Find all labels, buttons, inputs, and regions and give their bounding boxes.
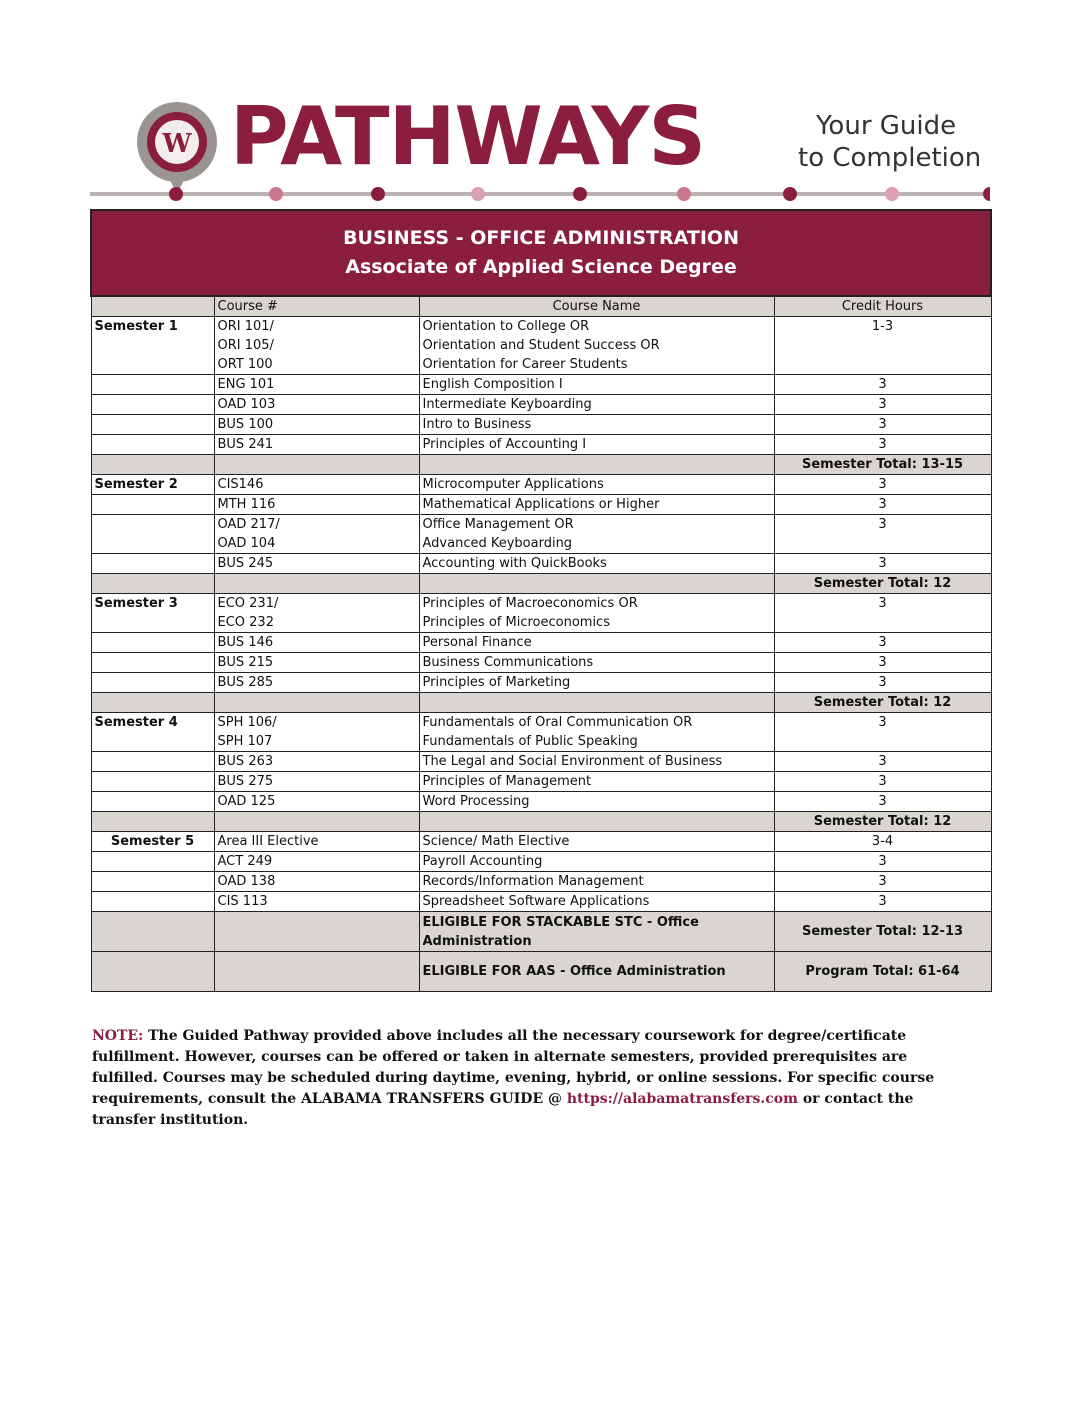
credit-hours: 3 xyxy=(774,872,991,892)
course-pathway-table xyxy=(90,209,992,992)
blank-cell xyxy=(91,912,214,952)
credit-hours: 3 xyxy=(774,653,991,673)
semester-cell xyxy=(91,653,214,673)
course-name-cell xyxy=(419,673,774,693)
course-number: ORI 105/ xyxy=(217,338,274,353)
blank-cell xyxy=(91,812,214,832)
credit-hours: 3 xyxy=(774,594,991,633)
course-row xyxy=(91,435,991,455)
course-number: OAD 125 xyxy=(217,794,276,809)
course-number-cell xyxy=(214,673,419,693)
course-name-cell xyxy=(419,317,774,375)
course-name-cell xyxy=(419,633,774,653)
course-number: OAD 103 xyxy=(217,397,276,412)
col-header-semester xyxy=(91,296,214,317)
course-name-cell xyxy=(419,653,774,673)
course-row xyxy=(91,633,991,653)
credit-hours: 3 xyxy=(774,752,991,772)
blank-cell xyxy=(91,455,214,475)
course-number-cell xyxy=(214,495,419,515)
course-name: Word Processing xyxy=(422,794,530,809)
course-name: Mathematical Applications or Higher xyxy=(422,497,660,512)
credit-hours: 3 xyxy=(774,633,991,653)
credit-hours: 1-3 xyxy=(774,317,991,375)
credit-hours: 3 xyxy=(774,852,991,872)
course-name: English Composition I xyxy=(422,377,563,392)
course-name-cell xyxy=(419,832,774,852)
course-name: Principles of Accounting I xyxy=(422,437,587,452)
course-row xyxy=(91,415,991,435)
blank-cell xyxy=(214,574,419,594)
semester-total-row xyxy=(91,574,991,594)
credit-hours: 3 xyxy=(774,475,991,495)
credit-hours: 3 xyxy=(774,515,991,554)
semester-label: Semester 4 xyxy=(91,713,214,752)
blank-cell xyxy=(419,574,774,594)
blank-cell xyxy=(214,693,419,713)
course-name-cell xyxy=(419,872,774,892)
course-number: ENG 101 xyxy=(217,377,275,392)
semester-total-row xyxy=(91,693,991,713)
course-row xyxy=(91,673,991,693)
course-number: BUS 100 xyxy=(217,417,274,432)
course-name-cell xyxy=(419,435,774,455)
semester-cell xyxy=(91,792,214,812)
eligibility-text: ELIGIBLE FOR STACKABLE STC - Office Administration xyxy=(419,912,774,952)
course-number-cell xyxy=(214,772,419,792)
course-number: OAD 138 xyxy=(217,874,276,889)
course-number: ACT 249 xyxy=(217,854,273,869)
course-number: BUS 285 xyxy=(217,675,274,690)
course-name: Intro to Business xyxy=(422,417,532,432)
course-row xyxy=(91,852,991,872)
semester-cell xyxy=(91,554,214,574)
brand-wordmark: PATHWAYS xyxy=(230,90,705,183)
semester-cell xyxy=(91,415,214,435)
course-name-cell xyxy=(419,475,774,495)
pathway-note xyxy=(92,1026,972,1131)
course-number: SPH 107 xyxy=(217,734,273,749)
credit-hours: 3-4 xyxy=(774,832,991,852)
col-header-course-name: Course Name xyxy=(419,296,774,317)
blank-cell xyxy=(214,912,419,952)
course-number-cell xyxy=(214,852,419,872)
course-number-cell xyxy=(214,554,419,574)
blank-cell xyxy=(214,812,419,832)
eligibility-row xyxy=(91,912,991,952)
course-name: The Legal and Social Environment of Business xyxy=(422,754,723,769)
course-row xyxy=(91,594,991,633)
credit-hours: 3 xyxy=(774,375,991,395)
course-name-cell xyxy=(419,892,774,912)
course-name: Advanced Keyboarding xyxy=(422,536,573,551)
eligibility-total: Semester Total: 12-13 xyxy=(774,912,991,952)
semester-cell xyxy=(91,435,214,455)
blank-cell xyxy=(214,455,419,475)
blank-cell xyxy=(91,952,214,992)
semester-label: Semester 2 xyxy=(91,475,214,495)
semester-cell xyxy=(91,852,214,872)
course-name: Principles of Management xyxy=(422,774,592,789)
course-name-cell xyxy=(419,375,774,395)
course-name: Spreadsheet Software Applications xyxy=(422,894,650,909)
semester-total: Semester Total: 12 xyxy=(774,574,991,594)
credit-hours: 3 xyxy=(774,554,991,574)
course-row xyxy=(91,475,991,495)
course-name-cell xyxy=(419,752,774,772)
blank-cell xyxy=(214,952,419,992)
semester-cell xyxy=(91,395,214,415)
course-name: Principles of Microeconomics xyxy=(422,615,610,630)
course-name: Fundamentals of Public Speaking xyxy=(422,734,638,749)
course-name-cell xyxy=(419,852,774,872)
course-name-cell xyxy=(419,395,774,415)
credit-hours: 3 xyxy=(774,792,991,812)
course-name: Microcomputer Applications xyxy=(422,477,604,492)
credit-hours: 3 xyxy=(774,892,991,912)
course-number: BUS 245 xyxy=(217,556,274,571)
course-number-cell xyxy=(214,594,419,633)
course-number: BUS 146 xyxy=(217,635,274,650)
tagline-line2: to Completion xyxy=(798,143,982,173)
course-name: Records/Information Management xyxy=(422,874,644,889)
course-number-cell xyxy=(214,832,419,852)
course-row xyxy=(91,892,991,912)
course-name: Office Management OR xyxy=(422,517,574,532)
course-number: OAD 217/ xyxy=(217,517,280,532)
course-name: Science/ Math Elective xyxy=(422,834,570,849)
credit-hours: 3 xyxy=(774,435,991,455)
semester-total-row xyxy=(91,455,991,475)
eligibility-total: Program Total: 61-64 xyxy=(774,952,991,992)
credit-hours: 3 xyxy=(774,713,991,752)
semester-cell xyxy=(91,673,214,693)
table-header-row xyxy=(91,296,991,317)
course-row xyxy=(91,792,991,812)
blank-cell xyxy=(91,574,214,594)
program-title-line2: Associate of Applied Science Degree xyxy=(345,256,737,278)
course-name-cell xyxy=(419,554,774,574)
course-row xyxy=(91,317,991,375)
credit-hours: 3 xyxy=(774,495,991,515)
semester-cell xyxy=(91,515,214,554)
course-name: Principles of Marketing xyxy=(422,675,571,690)
note-tail: or contact the transfer institution. xyxy=(92,1091,914,1128)
semester-cell xyxy=(91,633,214,653)
semester-cell xyxy=(91,752,214,772)
course-number-cell xyxy=(214,633,419,653)
course-row xyxy=(91,653,991,673)
course-name: Accounting with QuickBooks xyxy=(422,556,607,571)
logo-letter: W xyxy=(162,129,192,159)
course-number-cell xyxy=(214,515,419,554)
semester-cell xyxy=(91,892,214,912)
course-number-cell xyxy=(214,415,419,435)
program-title-line1: BUSINESS - OFFICE ADMINISTRATION xyxy=(343,227,739,249)
pathway-arrow-dots xyxy=(90,182,990,206)
course-number-cell xyxy=(214,653,419,673)
course-number: MTH 116 xyxy=(217,497,276,512)
blank-cell xyxy=(419,693,774,713)
course-name-cell xyxy=(419,495,774,515)
course-name: Orientation for Career Students xyxy=(422,357,628,372)
credit-hours: 3 xyxy=(774,772,991,792)
course-number: ECO 232 xyxy=(217,615,274,630)
course-row xyxy=(91,872,991,892)
course-number: CIS146 xyxy=(217,477,264,492)
semester-total: Semester Total: 13-15 xyxy=(774,455,991,475)
course-row xyxy=(91,395,991,415)
course-number: BUS 275 xyxy=(217,774,274,789)
course-number: BUS 241 xyxy=(217,437,274,452)
course-name: Business Communications xyxy=(422,655,594,670)
course-number: OAD 104 xyxy=(217,536,276,551)
semester-label: Semester 1 xyxy=(91,317,214,375)
course-number-cell xyxy=(214,892,419,912)
course-row xyxy=(91,772,991,792)
credit-hours: 3 xyxy=(774,395,991,415)
alabama-transfers-link[interactable]: https://alabamatransfers.com xyxy=(566,1091,798,1107)
course-name-cell xyxy=(419,772,774,792)
semester-cell xyxy=(91,872,214,892)
tagline xyxy=(798,110,981,174)
course-number-cell xyxy=(214,317,419,375)
course-number: ECO 231/ xyxy=(217,596,279,611)
course-name-cell xyxy=(419,515,774,554)
course-row xyxy=(91,713,991,752)
course-name-cell xyxy=(419,415,774,435)
course-name-cell xyxy=(419,594,774,633)
semester-total: Semester Total: 12 xyxy=(774,812,991,832)
tagline-line1: Your Guide xyxy=(816,111,957,141)
course-name: Principles of Macroeconomics OR xyxy=(422,596,638,611)
course-number-cell xyxy=(214,475,419,495)
course-row xyxy=(91,495,991,515)
course-name: Personal Finance xyxy=(422,635,532,650)
course-number-cell xyxy=(214,792,419,812)
pathways-header xyxy=(90,92,990,212)
course-row xyxy=(91,752,991,772)
eligibility-row xyxy=(91,952,991,992)
course-name: Fundamentals of Oral Communication OR xyxy=(422,715,693,730)
note-label: NOTE: xyxy=(92,1028,144,1044)
course-number: Area III Elective xyxy=(217,834,319,849)
course-number-cell xyxy=(214,713,419,752)
course-number: BUS 263 xyxy=(217,754,274,769)
course-row xyxy=(91,515,991,554)
semester-cell xyxy=(91,375,214,395)
course-name-cell xyxy=(419,792,774,812)
course-name-cell xyxy=(419,713,774,752)
course-row xyxy=(91,554,991,574)
course-number-cell xyxy=(214,752,419,772)
semester-total-row xyxy=(91,812,991,832)
note-text: The Guided Pathway provided above includes all the necessary coursework for degree/certificate fulfillment. However, courses can be offered or taken in alternate semesters, provided prerequisites are fulfilled. Courses may be scheduled during daytime, evening, hybrid, or online sessions. For specific course requirements, consult the ALABAMA TRANSFERS GUIDE @ xyxy=(92,1028,935,1107)
course-number-cell xyxy=(214,435,419,455)
course-number: SPH 106/ xyxy=(217,715,277,730)
blank-cell xyxy=(419,455,774,475)
course-name: Orientation to College OR xyxy=(422,319,590,334)
course-number: ORI 101/ xyxy=(217,319,274,334)
semester-label: Semester 5 xyxy=(91,832,214,852)
program-title xyxy=(91,210,991,296)
credit-hours: 3 xyxy=(774,673,991,693)
course-number-cell xyxy=(214,872,419,892)
semester-label: Semester 3 xyxy=(91,594,214,633)
col-header-course-num: Course # xyxy=(214,296,419,317)
blank-cell xyxy=(419,812,774,832)
course-row xyxy=(91,375,991,395)
credit-hours: 3 xyxy=(774,415,991,435)
course-number: CIS 113 xyxy=(217,894,268,909)
course-number-cell xyxy=(214,375,419,395)
semester-cell xyxy=(91,495,214,515)
course-number: ORT 100 xyxy=(217,357,273,372)
course-name: Payroll Accounting xyxy=(422,854,543,869)
blank-cell xyxy=(91,693,214,713)
col-header-credit-hours: Credit Hours xyxy=(774,296,991,317)
course-number: BUS 215 xyxy=(217,655,274,670)
eligibility-text: ELIGIBLE FOR AAS - Office Administration xyxy=(419,952,774,992)
course-row xyxy=(91,832,991,852)
course-number-cell xyxy=(214,395,419,415)
course-name: Intermediate Keyboarding xyxy=(422,397,592,412)
course-name: Orientation and Student Success OR xyxy=(422,338,660,353)
semester-cell xyxy=(91,772,214,792)
semester-total: Semester Total: 12 xyxy=(774,693,991,713)
